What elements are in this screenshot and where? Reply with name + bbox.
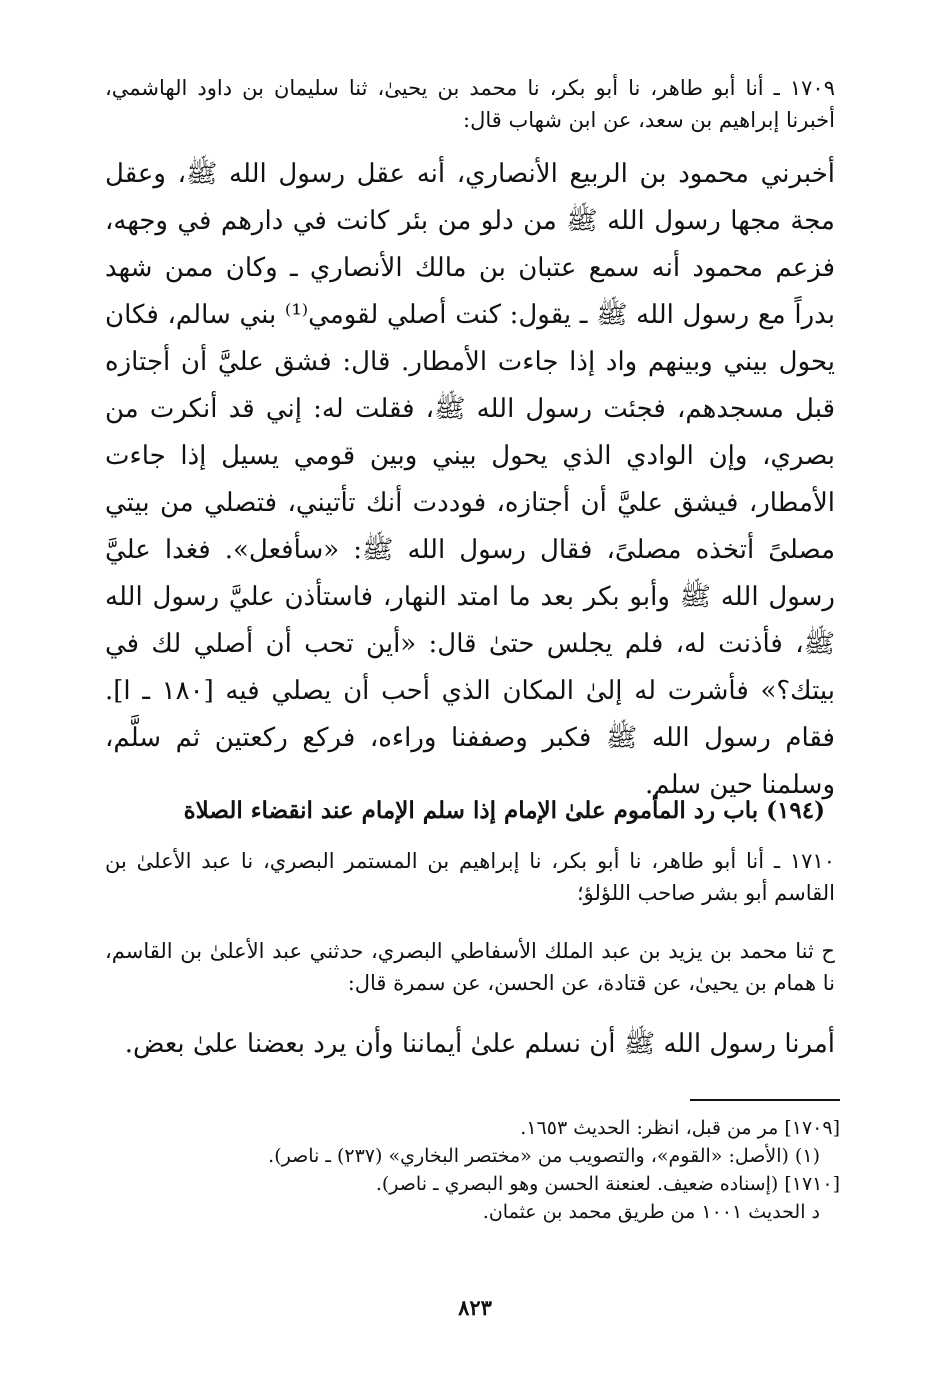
page-number: ٨٢٣ — [458, 1295, 492, 1320]
chapter-heading: (١٩٤) باب رد المأموم علىٰ الإمام إذا سلم الإمام عند انقضاء الصلاة — [183, 797, 825, 824]
hadith-1710-isnad-1: ١٧١٠ ـ أنا أبو طاهر، نا أبو بكر، نا إبراهيم بن المستمر البصري، نا عبد الأعلىٰ بن القاسم أبو بشر صاحب اللؤلؤ؛ — [105, 849, 835, 905]
hadith-1710-matn: أمرنا رسول الله ﷺ أن نسلم علىٰ أيماننا وأن يرد بعضنا علىٰ بعض. — [124, 1029, 835, 1059]
footnote-1709: [١٧٠٩] مر من قبل، انظر: الحديث ١٦٥٣. — [520, 1117, 840, 1139]
hadith-1709-isnad: ١٧٠٩ ـ أنا أبو طاهر، نا أبو بكر، نا محمد بن يحيىٰ، ثنا سليمان بن داود الهاشمي، أخبرنا إبراهيم بن سعد، عن ابن شهاب قال: — [105, 76, 835, 132]
footnote-1710: [١٧١٠] (إسناده ضعيف. لعنعنة الحسن وهو البصري ـ ناصر). — [375, 1173, 840, 1195]
footnote-divider — [690, 1099, 840, 1101]
footnotes — [120, 1114, 840, 1226]
hadith-1709-matn: أخبرني محمود بن الربيع الأنصاري، أنه عقل رسول الله ﷺ، وعقل مجة مجها رسول الله ﷺ من دلو من بئر كانت في دارهم في وجهه، فزعم محمود أنه سمع عتبان بن مالك الأنصاري ـ وكان ممن شهد بدراً مع رسول الله ﷺ ـ يقول: كنت أصلي لقومي⁽¹⁾ بني سالم، فكان يحول بيني وبينهم واد إذا جاءت الأمطار. قال: فشق عليَّ أن أجتازه قبل مسجدهم، فجئت رسول الله ﷺ، فقلت له: إني قد أنكرت من بصري، وإن الوادي الذي يحول بيني وبين قومي يسيل إذا جاءت الأمطار، فيشق عليَّ أن أجتازه، فوددت أنك تأتيني، فتصلي من بيتي مصلىً أتخذه مصلىً، فقال رسول الله ﷺ: «سأفعل». فغدا عليَّ رسول الله ﷺ وأبو بكر بعد ما امتد النهار، فاستأذن عليَّ رسول الله ﷺ، فأذنت له، فلم يجلس حتىٰ قال: «أين تحب أن أصلي لك في بيتك؟» فأشرت له إلىٰ المكان الذي أحب أن يصلي فيه [١٨٠ ـ ا]. فقام رسول الله ﷺ فكبر وصففنا وراءه، فركع ركعتين ثم سلَّم، وسلمنا حين سلم. — [105, 159, 836, 800]
footnote-1: (١) (الأصل: «القوم»، والتصويب من «مختصر البخاري» (٢٣٧) ـ ناصر). — [268, 1145, 820, 1167]
footnote-cross-reference: د الحديث ١٠٠١ من طريق محمد بن عثمان. — [482, 1201, 820, 1223]
hadith-1710-isnad-2: ح ثنا محمد بن يزيد بن عبد الملك الأسفاطي البصري، حدثني عبد الأعلىٰ بن القاسم، نا همام بن يحيىٰ، عن قتادة، عن الحسن، عن سمرة قال: — [105, 939, 835, 995]
